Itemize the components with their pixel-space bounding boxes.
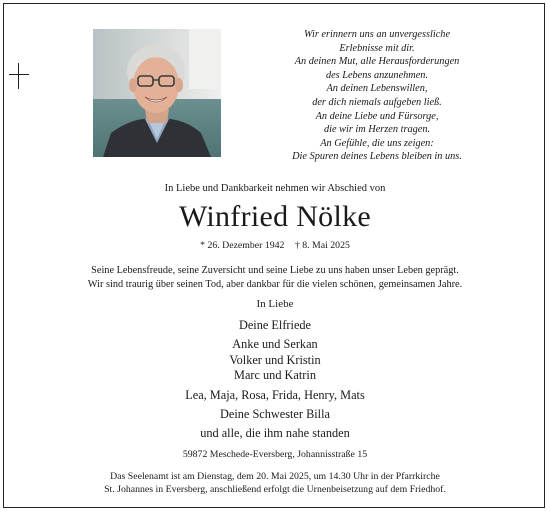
poem-line: die wir im Herzen tragen. <box>323 124 431 136</box>
service-info <box>0 470 550 496</box>
family-member: Marc und Katrin <box>234 368 316 383</box>
message <box>0 264 550 291</box>
intro-text: In Liebe und Dankbarkeit nehmen wir Abschied von <box>164 183 386 194</box>
poem-line: An Gefühle, die uns zeigen: <box>320 137 434 149</box>
birth-date: * 26. Dezember 1942 <box>200 240 285 251</box>
family-list <box>0 318 550 442</box>
cross-icon <box>9 63 29 89</box>
life-dates <box>0 240 550 251</box>
deceased-name: Winfried Nölke <box>178 200 372 233</box>
service-line: Das Seelenamt ist am Dienstag, dem 20. Mai 2025, um 14.30 Uhr in der Pfarrkirche <box>110 471 440 482</box>
poem-line: An deinen Mut, alle Herausforderungen <box>294 56 460 68</box>
portrait-photo <box>93 29 221 157</box>
poem-line: Wir erinnern uns an unvergessliche <box>303 29 451 40</box>
family-member: Volker und Kristin <box>229 352 321 367</box>
service-line: St. Johannes in Eversberg, anschließend erfolgt die Urnenbeisetzung auf dem Friedhof. <box>104 484 446 495</box>
poem-line: An deine Liebe und Fürsorge, <box>315 110 439 122</box>
address: 59872 Meschede-Eversberg, Johannisstraße 15 <box>182 449 368 460</box>
family-member: Anke und Serkan <box>232 337 318 352</box>
family-member: Lea, Maja, Rosa, Frida, Henry, Mats <box>185 387 365 402</box>
poem-line: Erlebnisse mit dir. <box>339 42 415 54</box>
message-line: Seine Lebensfreude, seine Zuversicht und seine Liebe zu uns haben unser Leben geprägt. <box>91 265 459 276</box>
poem <box>262 28 492 164</box>
poem-line: des Lebens anzunehmen. <box>325 69 429 81</box>
poem-line: der dich niemals aufgeben ließ. <box>312 96 442 108</box>
family-member: und alle, die ihm nahe standen <box>200 426 350 441</box>
poem-line: Die Spuren deines Lebens bleiben in uns. <box>292 151 462 163</box>
family-member: Deine Elfriede <box>238 318 312 332</box>
poem-line: An deinen Lebenswillen, <box>326 83 428 95</box>
message-line: Wir sind traurig über seinen Tod, aber dankbar für die vielen schönen, gemeinsamen Jahre. <box>87 278 463 290</box>
family-member: Deine Schwester Billa <box>220 407 330 422</box>
death-date: † 8. Mai 2025 <box>294 240 350 251</box>
in-liebe-label: In Liebe <box>256 298 294 310</box>
